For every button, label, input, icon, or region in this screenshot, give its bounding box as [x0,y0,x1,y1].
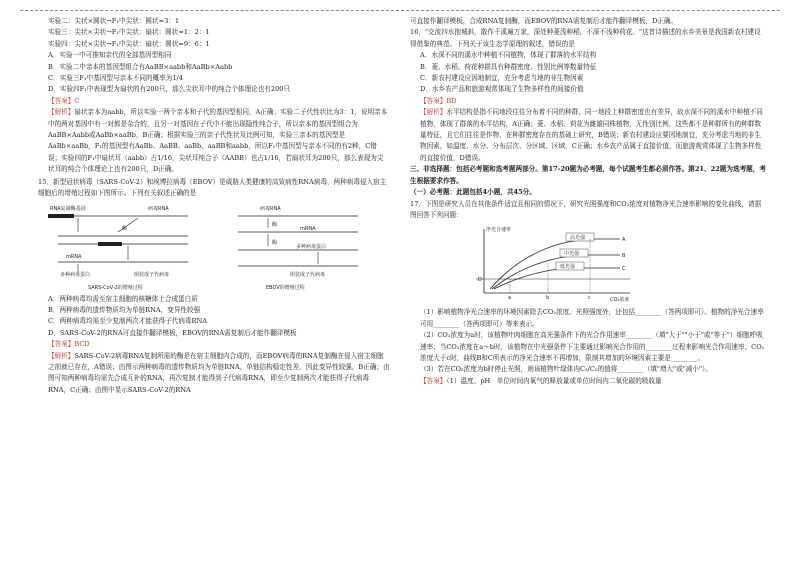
label-ebov-rna: 病毒RNA [260,205,281,212]
label-rna-gene: RNA复制酶基因 [50,205,86,212]
virus-replication-figure [38,202,390,292]
explanation-14 [38,107,390,175]
curve-high-label: 高光强 [570,235,586,242]
explain-tag: 【解析】 [420,108,447,117]
question-15: 15．新型冠状病毒（SARS-CoV-2）和埃博拉病毒（EBOV）是威胁人类健康的高致病性RNA病毒，两种病毒侵入宿主细胞后的增殖过程如下图所示。下列有关叙述正确的是 [38,177,387,198]
right-column [410,16,766,387]
point-a: A [622,237,626,244]
option-c: C．实验三F₁中基因型与亲本不同的概率为1/4 [48,74,183,83]
option-d: D．实验四F₁中表现型为扇状的有200只，那么尖状耳中的纯合个体理论也有200只 [48,85,291,94]
section-header: 三、非选择题：包括必考题和选考题两部分。第17-20题为必考题，每个试题考生都必须作答。第21、22题为选考题，考生根据要求作答。 [410,165,766,185]
answer-14 [38,96,390,107]
explanation-15 [38,351,390,397]
explain-tag: 【解析】 [48,351,75,360]
experiment-line: 实验三：尖状×尖状→F₁中尖状：扇状：圆状=1：2：1 [48,28,210,37]
sars-panel [48,205,188,291]
y-axis-label: 净光合速率 [486,227,512,234]
label-viral-proteins: 多种病毒蛋白 [60,271,91,278]
sars-title: SARS-CoV-2的增殖过程 [88,284,143,291]
top-border [20,10,780,11]
answer-value: BD [446,96,457,105]
answer-tag: 【答案】 [420,376,447,385]
option-b: B．两种病毒的遗传物质均为单链RNA，变异性较强 [48,305,201,314]
label-ebov-assemble: 组装成子代病毒 [290,271,326,278]
answer-17 [410,376,766,387]
option-d: D．SARS-CoV-2的RNA可直接作翻译模板，EBOV的RNA需复制后才能作翻译模板 [48,328,297,337]
answer-tag: 【答案】 [48,96,75,105]
label-ebov-enzyme: 酶 [272,221,278,228]
experiment-line: 实验四：尖状×尖状→F₁中尖状：扇状：圆状=9：6：1 [48,39,210,48]
answer-tag: 【答案】 [48,340,75,349]
explain-text: 扇状亲本为aabb，所以实验一两个亲本和子代的基因型相同，A正确；实验二子代性状比为3：1，说明亲本中的两对基因中有一对都是杂合的，且另一对基因在子代中不能出现隐性纯合子，所以亲本的基因型组合为AaBB×Aabb或AaBb×aaBb，B正确；根据实验三的亲子代性状及比例可知，实验三亲本的基因型是AaBb×aaBb，F₁的基因型有AaBb、AaBB、aaBb、aaBB和aabb，所以F₁中基因型与亲本不同的有2种，C错误；实验四的F₁中扇状耳（aabb）占1/16，尖状耳纯合子（AABB）也占1/16，若扇状耳为200只，那么表现为尖状耳的纯合个体理论上也有200只，D正确。 [48,108,388,174]
sub-header: （一）必考题：此题包括4小题，共45分。 [410,188,536,197]
label-assemble: 组装成子代病毒 [134,271,170,278]
option-b: B．菱、水稻、荷花种群具有种群密度、性别比例等数量特征 [420,62,597,71]
curve-low-label: 低光强 [560,264,576,271]
photosynthesis-graph [410,223,766,305]
continued-line: 可直接作翻译模板，合成RNA复制酶，而EBOV的RNA需复制后才能作翻译模板，D正确。 [410,17,678,25]
explain-text: 水平结构是指不同地段往往分布着不同的种群，同一地段上种群密度也有差异，故水深不同的溪水中种植不同植物，体现了群落的水平结构，A正确；菱、水稻、荷花为雌雄同株植物，无性别比例，这些都不是种群所有的种群数量特征，且它们往往是作物，在种群密度存在的基础上研究，B错误；新农村建设应要因地制宜，充分考虑当地的非生物因素，如温度、水分、分布层次、分区域、区域，C正确；水乡农产品属于直接价值，而旅游观赏体现了生物多样性的直接价值，D错误。 [420,108,763,162]
answer-value: BCD [74,340,90,349]
option-b: B．实验二中亲本的基因型组合有AaBB×aabb和AaBb×Aabb [48,62,233,71]
answer-value: C [74,96,80,105]
curve-mid-label: 中光强 [564,251,580,258]
explanation-16 [410,107,766,164]
ebov-panel [238,205,358,291]
point-c: C [622,266,626,273]
question-16: 16．"交流四水抱城斜，散作千溪遍万家，深处种菱浅种稻，不深不浅种荷花。"这首诗描述的水乡美景是我国新农村建设得借鉴的典范。下列关于该生态学原理的叙述，错误的是 [410,28,761,48]
tick-c: c [588,295,591,302]
sub-question-3: （3）若在CO₂浓度为b时停止光照，则该植物叶绿体内C₃/C₅的值将________（填"增大"或"减小"）。 [420,365,712,374]
option-a: A．水深不同的溪水中种植不同植物，体现了群落的水平结构 [420,51,597,60]
label-mrna: mRNA [66,253,82,260]
tick-b: b [546,295,550,302]
option-c: C．两种病毒均需至少复制两次才能获得子代病毒RNA [48,317,208,326]
answer-15 [38,339,390,350]
graph-svg [470,223,650,305]
explain-tag: 【解析】 [48,108,75,117]
experiment-line: 实验二：尖状×圆状→F₁中尖状：圆状=3：1 [48,17,180,25]
point-d: D [478,277,482,284]
explain-text: SARS-CoV-2病毒RNA复制所需的酶是在宿主细胞内合成的，而EBOV病毒的RNA复制酶在侵入宿主细胞之前就已存在，A错误；由图示两种病毒的遗传物质均为单链RNA，单链结构稳定性差，因此变异性较强，B正确；由图可知两种病毒均需先合成互补的RNA，再次复制才能得到子代病毒RNA，即至少复制两次才能获得子代病毒RNA，C正确；由图中显示SARS-CoV-2的RNA [48,351,390,394]
answer-16 [410,96,766,107]
sub-question-2: （2）CO₂浓度为a时，该植物叶肉细胞在高光强条件下的光合作用速率________（填"大于""小于"或"等于"）细胞呼吸速率；当CO₂浓度在a～b时，该植物在中光强条件下主要通过影响光合作用的________过程来影响光合作用速率；CO₂浓度大于c时，曲线B和C所表示的净光合速率不再增加，限制其增加的环境因素主要是________。 [420,331,765,362]
question-17: 17．下图是研究人员在其他条件适宜且相同的情况下，研究光照强度和CO₂浓度对植物净光合速率影响的变化曲线，请据图回答下列问题： [410,199,762,219]
tick-a: a [508,295,512,302]
option-d: D．水乡农产品和旅游观赏体现了生物多样性的间接价值 [420,85,584,94]
sub-question-1: （1）影响植物净光合速率的环境因素除去CO₂浓度、光照强度外，还包括________（答两项即可）。植物的净光合速率可用________（答两项即可）等来表示。 [420,308,764,328]
option-c: C．新农村建设应因地制宜，充分考虑当地的非生物因素 [420,74,584,83]
option-a: A．实验一中可推知亲代的全部基因型相同 [48,51,172,60]
label-ebov-mrna: mRNA [300,225,316,232]
ebov-title: EBOV的增殖过程 [266,284,305,291]
label-enzyme: 酶 [122,225,128,232]
point-b: B [622,253,626,260]
option-a: A．两种病毒均需至宿主细胞的核糖体上合成蛋白质 [48,294,198,303]
x-axis-label: CO₂浓度 [610,297,630,304]
answer-tag: 【答案】 [420,96,447,105]
virus-diagram-svg [38,202,390,292]
answer-value: （1）温度、pH 单位时间内氧气的释放量或单位时间内二氧化碳的吸收量 [446,376,662,385]
label-ebov-proteins: 多种病毒蛋白 [296,243,327,250]
label-virus-rna: 病毒RNA [148,205,169,212]
label-ebov-enzyme2: 酶 [272,239,278,246]
left-column [38,16,390,396]
